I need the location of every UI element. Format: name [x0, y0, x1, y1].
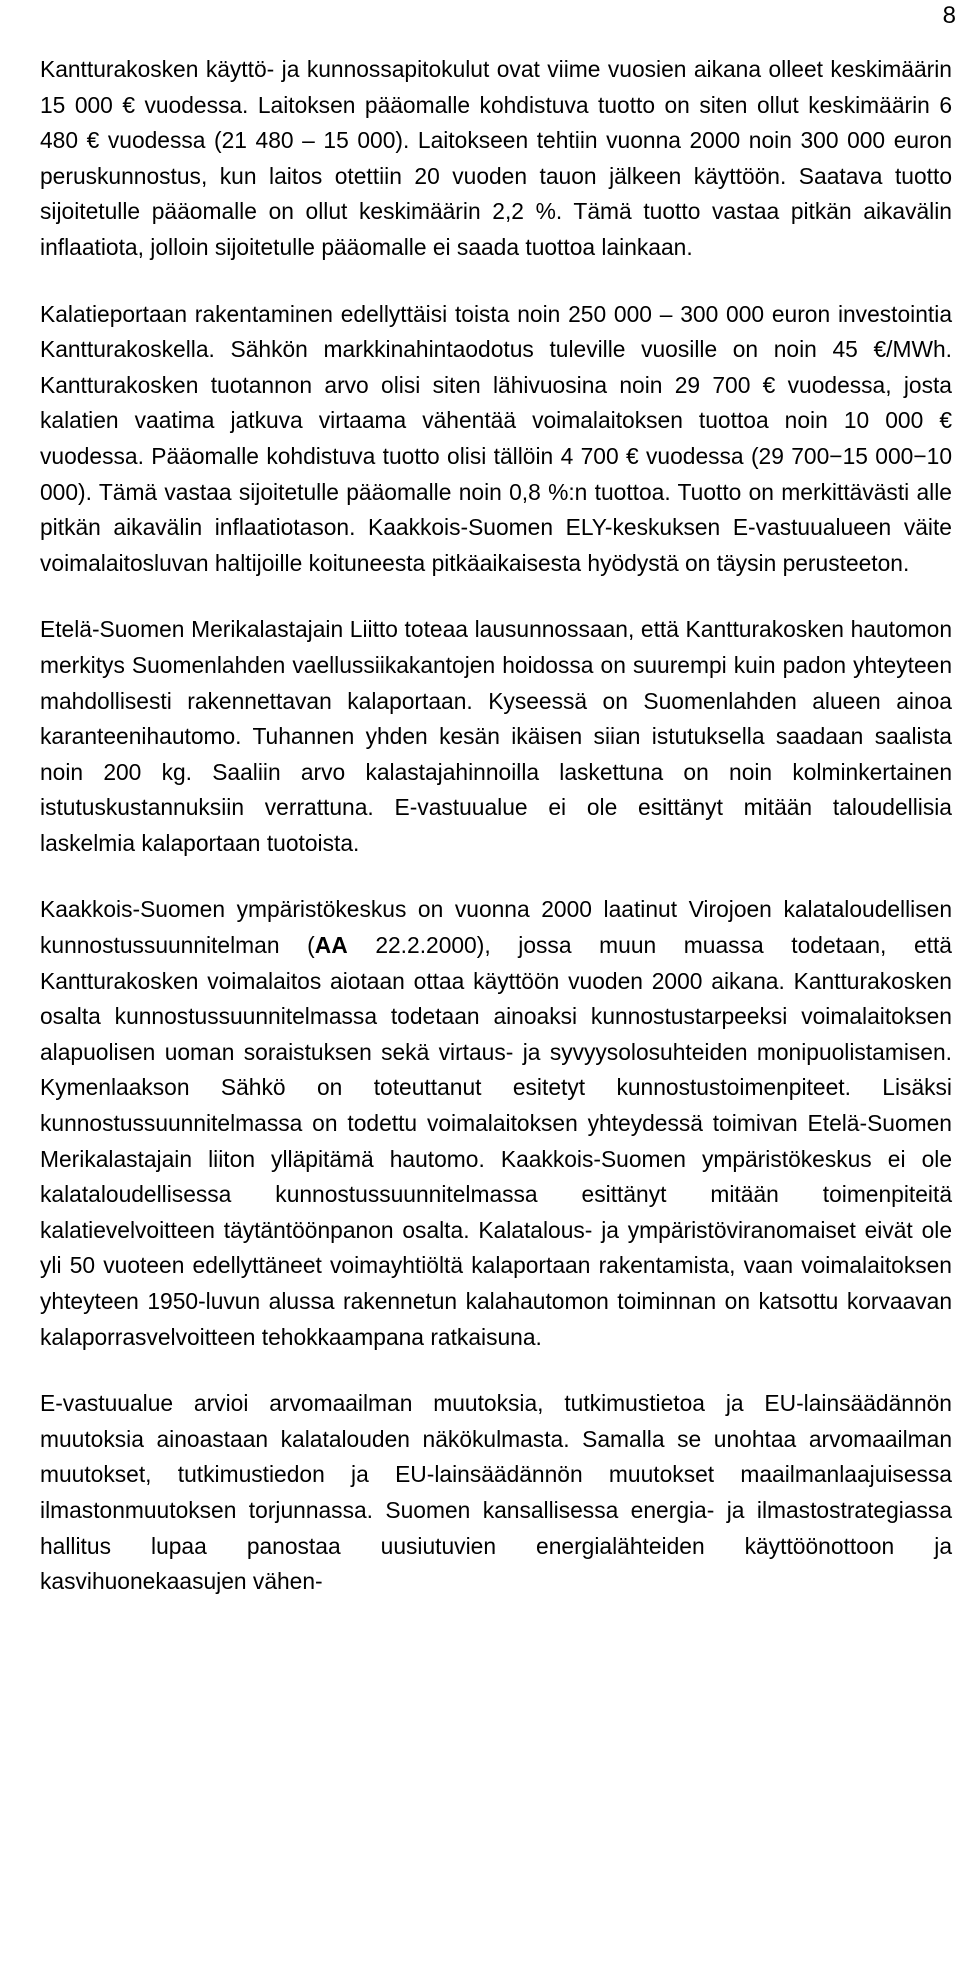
document-body	[40, 52, 952, 1631]
restoration-plan-text-end: 22.2.2000), jossa muun muassa todetaan, että Kantturakosken voimalaitos aiotaan ottaa käyttöön vuoden 2000 aikana. Kantturakosken osalta kunnostussuunnitelmassa todetaan ainoaksi kunnostustarpeeksi voimalaitoksen alapuolisen uoman soraistuksen sekä virtaus- ja syvyysolosuhteiden monipuolistamisen. Kymenlaakson Sähkö on toteuttanut esitetyt kunnostustoimenpiteet. Lisäksi kunnostussuunnitelmassa on todettu voimalaitoksen yhteydessä toimivan Etelä-Suomen Merikalastajain liiton ylläpitämä hautomo. Kaakkois-Suomen ympäristökeskus ei ole kalataloudellisessa kunnostussuunnitelmassa esittänyt mitään toimenpiteitä kalatievelvoitteen täytäntöönpanon osalta. Kalatalous- ja ympäristöviranomaiset eivät ole yli 50 vuoteen edellyttäneet voimayhtiöltä kalaportaan rakentamista, vaan voimalaitoksen yhteyteen 1950-luvun alussa rakennetun kalahautomon toiminnan on katsottu korvaavan kalaporrasvelvoitteen tehokkaampana ratkaisuna.	[40, 932, 952, 1350]
paragraph-hatchery-significance: Etelä-Suomen Merikalastajain Liitto toteaa lausunnossaan, että Kantturakosken hautomon merkitys Suomenlahden vaellussiikakantojen hoidossa on suurempi kuin padon yhteyteen mahdollisesti rakennettavan kalaportaan. Kyseessä on Suomenlahden alueen ainoa karanteenihautomo. Tuhannen yhden kesän ikäisen siian istutuksella saadaan saalista noin 200 kg. Saaliin arvo kalastajahinnoilla laskettuna on noin kolminkertainen istutuskustannuksiin verrattuna. E-vastuualue ei ole esittänyt mitään taloudellisia laskelmia kalaportaan tuotoista.	[40, 616, 952, 856]
paragraph-restoration-plan	[40, 892, 952, 1355]
paragraph-operating-costs: Kantturakosken käyttö- ja kunnossapitokulut ovat viime vuosien aikana olleet keskimäärin 15 000 € vuodessa. Laitoksen pääomalle kohdistuva tuotto on siten ollut keskimäärin 6 480 € vuodessa (21 480 – 15 000). Laitokseen tehtiin vuonna 2000 noin 300 000 euron peruskunnostus, kun laitos otettiin 20 vuoden tauon jälkeen käyttöön. Saatava tuotto sijoitetulle pääomalle on ollut keskimäärin 2,2 %. Tämä tuotto vastaa pitkän aikavälin inflaatiota, jolloin sijoitetulle pääomalle ei saada tuottoa lainkaan.	[40, 56, 952, 260]
paragraph-value-changes: E-vastuualue arvioi arvomaailman muutoksia, tutkimustietoa ja EU-lainsäädännön muutoksia ainoastaan kalatalouden näkökulmasta. Samalla se unohtaa arvomaailman muutokset, tutkimustiedon ja EU-lainsäädännön muutokset maailmanlaajuisessa ilmastonmuutoksen torjunnassa. Suomen kansallisessa energia- ja ilmastostrategiassa hallitus lupaa panostaa uusiutuvien energialähteiden käyttöönottoon ja kasvihuonekaasujen vähen-	[40, 1390, 952, 1595]
paragraph-fish-ladder-investment: Kalatieportaan rakentaminen edellyttäisi toista noin 250 000 – 300 000 euron investointia Kantturakoskella. Sähkön markkinahintaodotus tuleville vuosille on noin 45 €/MWh. Kantturakosken tuotannon arvo olisi siten lähivuosina noin 29 700 € vuodessa, josta kalatien vaatima jatkuva virtaama vähentää voimalaitoksen tuottoa noin 10 000 € vuodessa. Pääomalle kohdistuva tuotto olisi tällöin 4 700 € vuodessa (29 700−15 000−10 000). Tämä vastaa sijoitetulle pääomalle noin 0,8 %:n tuottoa. Tuotto on merkittävästi alle pitkän aikavälin inflaatiotason. Kaakkois-Suomen ELY-keskuksen E-vastuualueen väite voimalaitosluvan haltijoille koituneesta pitkäaikaisesta hyödystä on täysin perusteeton.	[40, 300, 952, 576]
restoration-plan-text-start: Kaakkois-Suomen ympäristökeskus on vuonna 2000 laatinut Virojoen kalataloudellisen kunnostussuunnitelman (	[40, 896, 952, 959]
restoration-plan-reference-bold: AA	[314, 932, 348, 959]
page-number: 8	[942, 2, 956, 29]
